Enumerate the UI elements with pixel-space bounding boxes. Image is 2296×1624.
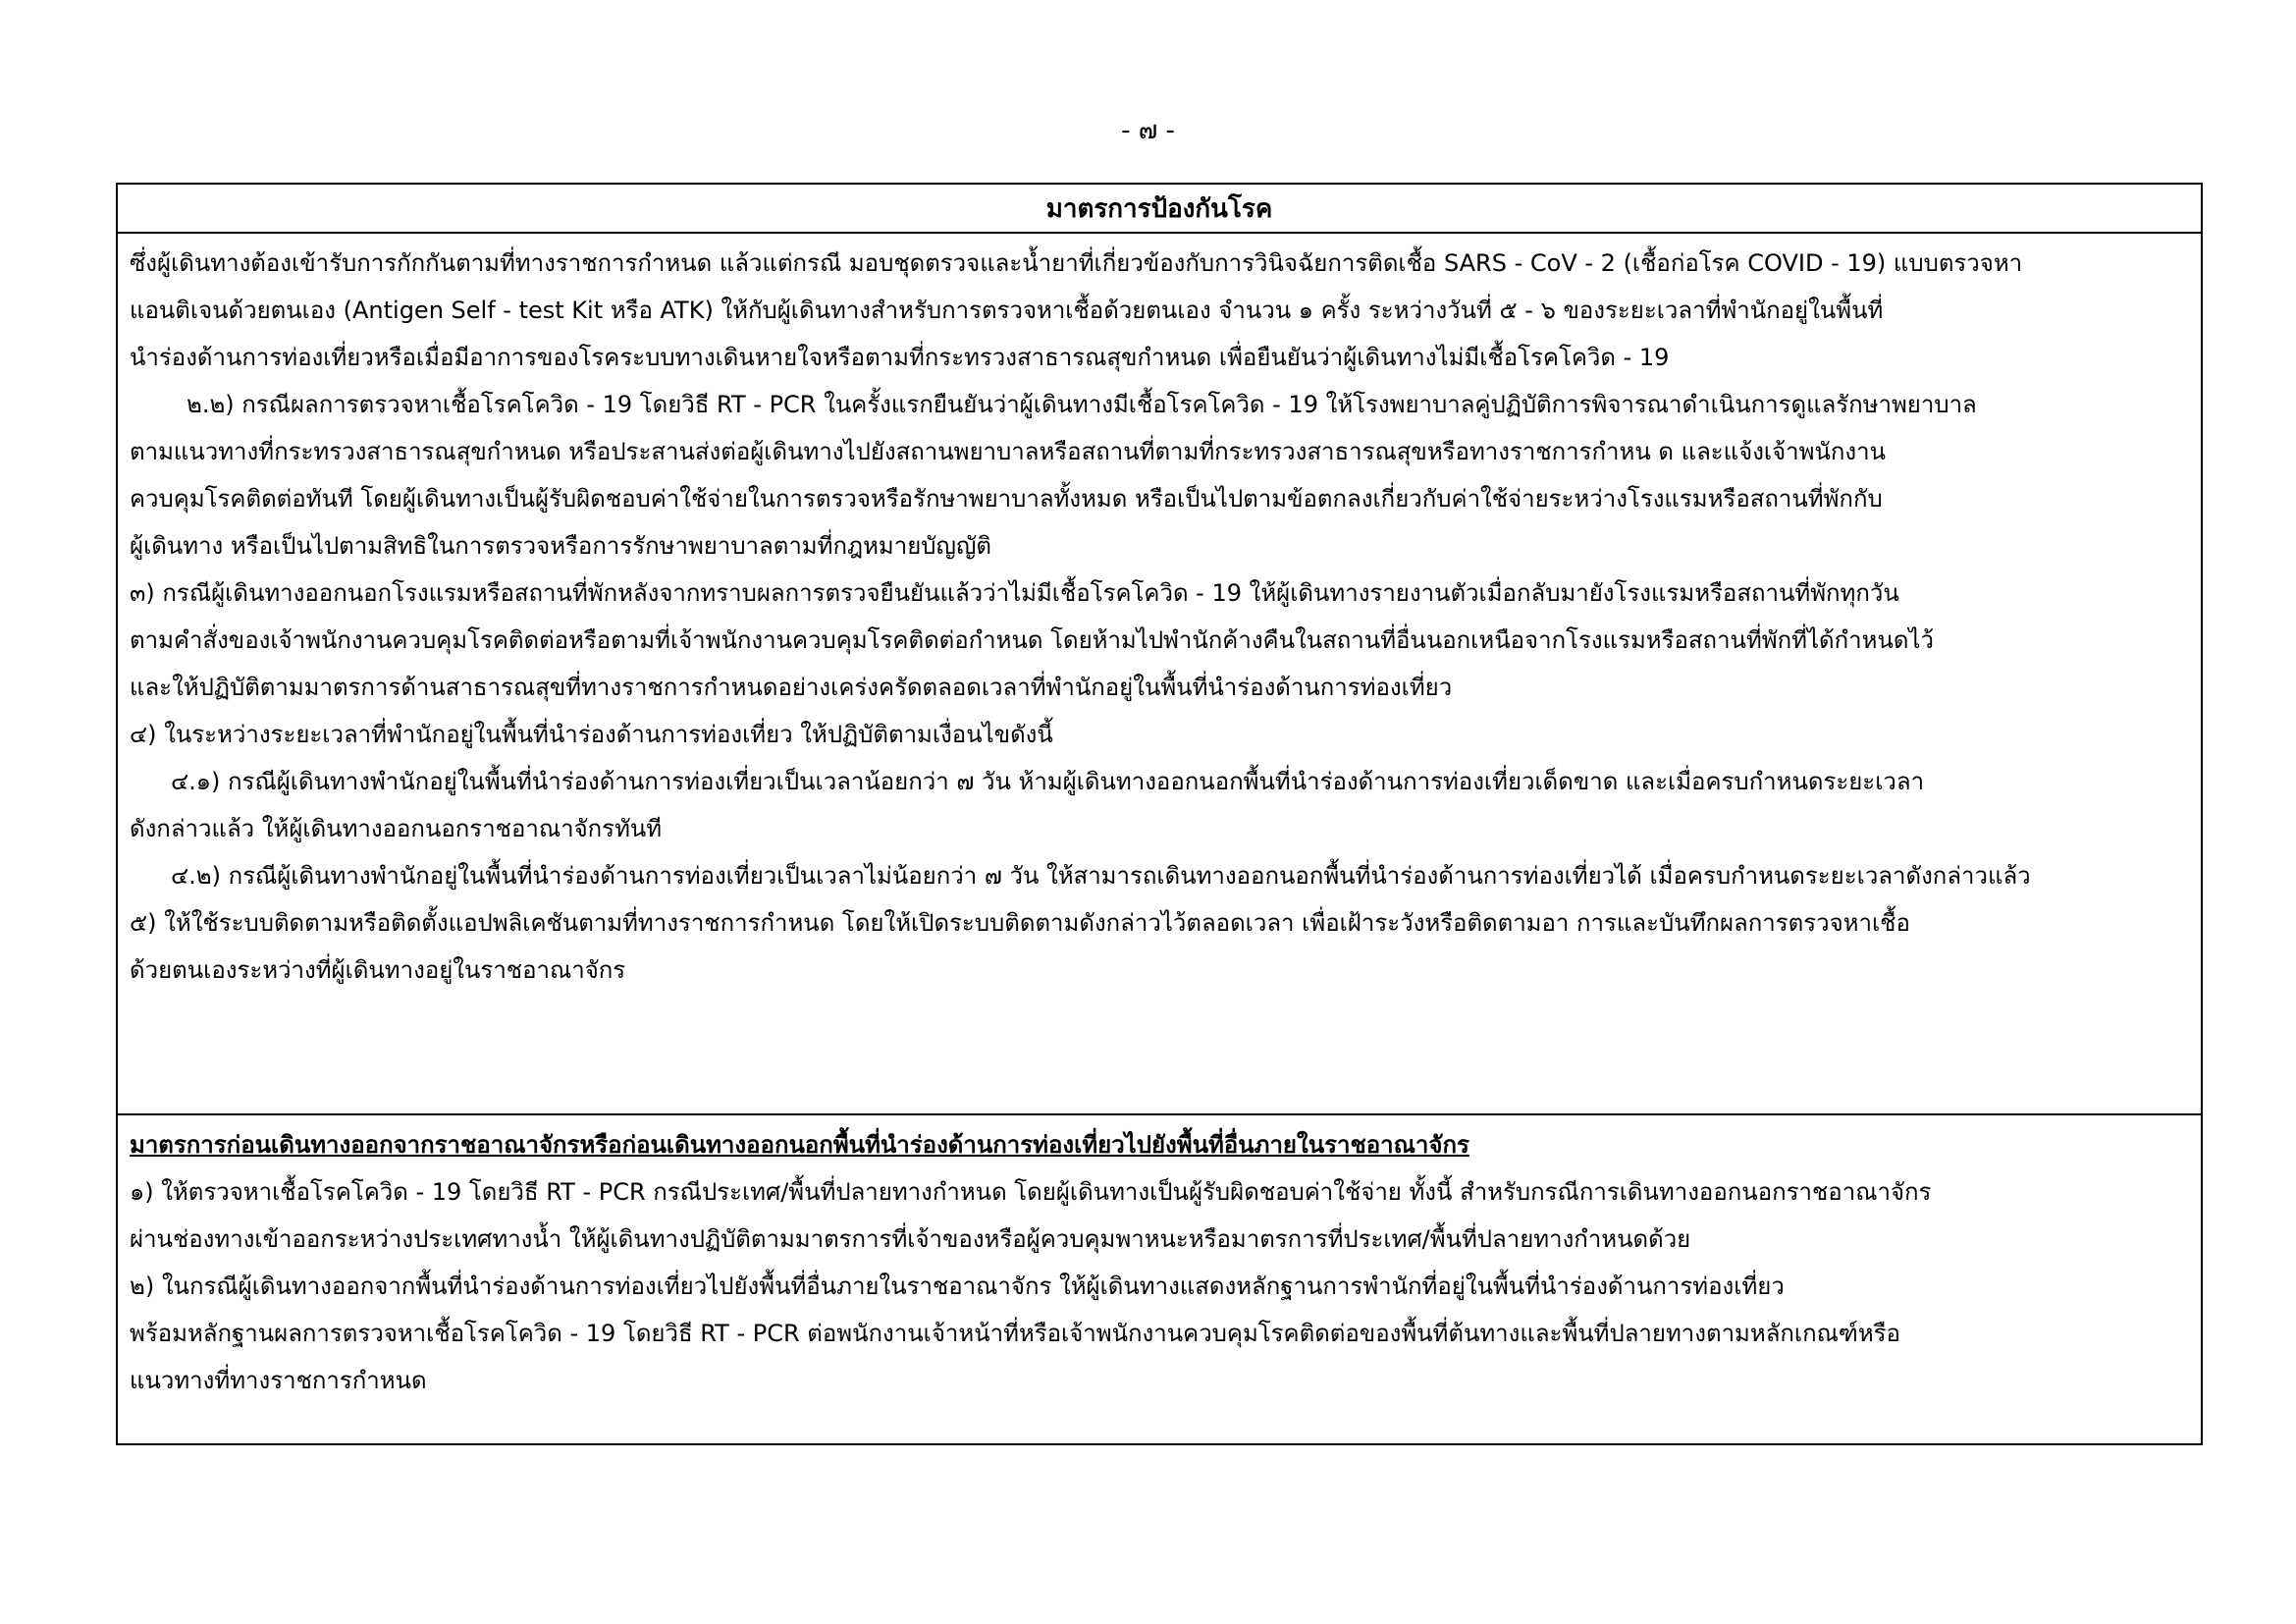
text-line: นำร่องด้านการท่องเที่ยวหรือเมื่อมีอาการของโรคระบบทางเดินหายใจหรือตามที่กระทรวงสาธารณสุขกำหนด เพื่อยืนยันว่าผู้เดินทางไม่มีเชื้อโรคโควิด - 19: [130, 344, 1670, 371]
text-line: ๕) ให้ใช้ระบบติดตามหรือติดตั้งแอปพลิเคชันตามที่ทางราชการกำหนด โดยให้เปิดระบบติดตามดังกล่าวไว้ตลอดเวลา เพื่อเฝ้าระวังหรือติดตามอา การและบันทึกผลการตรวจหาเชื้อ: [130, 909, 1910, 937]
text-line: และให้ปฏิบัติตามมาตรการด้านสาธารณสุขที่ทางราชการกำหนดอย่างเคร่งครัดตลอดเวลาที่พำนักอยู่ในพื้นที่นำร่องด้านการท่องเที่ยว: [130, 674, 1453, 701]
departure-measures-section: [118, 1115, 2201, 1410]
text-line: ๒) ในกรณีผู้เดินทางออกจากพื้นที่นำร่องด้านการท่องเที่ยวไปยังพื้นที่อื่นภายในราชอาณาจักร ให้ผู้เดินทางแสดงหลักฐานการพำนักที่อยู่ในพื้นที่นำร่องด้านการท่องเที่ยว: [130, 1272, 1785, 1300]
text-line: พร้อมหลักฐานผลการตรวจหาเชื้อโรคโควิด - 19 โดยวิธี RT - PCR ต่อพนักงานเจ้าหน้าที่หรือเจ้าพนักงานควบคุมโรคติดต่อของพื้นที่ต้นทางและพื้นที่ปลายทางตามหลักเกณฑ์หรือ: [130, 1320, 1900, 1347]
text-line: ๒.๒) กรณีผลการตรวจหาเชื้อโรคโควิด - 19 โดยวิธี RT - PCR ในครั้งแรกยืนยันว่าผู้เดินทางมีเชื้อโรคโควิด - 19 ให้โรงพยาบาลคู่ปฏิบัติการพิจารณาดำเนินการดูแลรักษาพยาบาล: [187, 391, 1977, 418]
text-line: ผู้เดินทาง หรือเป็นไปตามสิทธิในการตรวจหรือการรักษาพยาบาลตามที่กฎหมายบัญญัติ: [130, 532, 991, 560]
quarantine-measures-section: [118, 234, 2201, 1115]
text-line: ๑) ให้ตรวจหาเชื้อโรคโควิด - 19 โดยวิธี RT - PCR กรณีประเทศ/พื้นที่ปลายทางกำหนด โดยผู้เดินทางเป็นผู้รับผิดชอบค่าใช้จ่าย ทั้งนี้ สำหรับกรณีการเดินทางออกนอกราชอาณาจักร: [130, 1178, 1932, 1206]
measures-table: [116, 183, 2203, 1445]
text-line: ซึ่งผู้เดินทางต้องเข้ารับการกักกันตามที่ทางราชการกำหนด แล้วแต่กรณี มอบชุดตรวจและน้ำยาที่เกี่ยวข้องกับการวินิจฉัยการติดเชื้อ SARS - CoV - 2 (เชื้อก่อโรค COVID - 19) แบบตรวจหา: [130, 249, 2023, 277]
table-header: มาตรการป้องกันโรค: [118, 185, 2201, 234]
text-line: ตามแนวทางที่กระทรวงสาธารณสุขกำหนด หรือประสานส่งต่อผู้เดินทางไปยังสถานพยาบาลหรือสถานที่ตามที่กระทรวงสาธารณสุขหรือทางราชการกำหน ด และแจ้งเจ้าพนักงาน: [130, 438, 1887, 465]
text-line: ๓) กรณีผู้เดินทางออกนอกโรงแรมหรือสถานที่พักหลังจากทราบผลการตรวจยืนยันแล้วว่าไม่มีเชื้อโรคโควิด - 19 ให้ผู้เดินทางรายงานตัวเมื่อกลับมายังโรงแรมหรือสถานที่พักทุกวัน: [130, 579, 1899, 607]
text-line: ควบคุมโรคติดต่อทันที โดยผู้เดินทางเป็นผู้รับผิดชอบค่าใช้จ่ายในการตรวจหรือรักษาพยาบาลทั้งหมด หรือเป็นไปตามข้อตกลงเกี่ยวกับค่าใช้จ่ายระหว่างโรงแรมหรือสถานที่พักกับ: [130, 485, 1883, 513]
text-line: ดังกล่าวแล้ว ให้ผู้เดินทางออกนอกราชอาณาจักรทันที: [130, 815, 663, 842]
text-line: ตามคำสั่งของเจ้าพนักงานควบคุมโรคติดต่อหรือตามที่เจ้าพนักงานควบคุมโรคติดต่อกำหนด โดยห้ามไปพำนักค้างคืนในสถานที่อื่นนอกเหนือจากโรงแรมหรือสถานที่พักที่ได้กำหนดไว้: [130, 626, 1934, 654]
page-number: - ๗ -: [1121, 116, 1175, 145]
text-line: ๔.๒) กรณีผู้เดินทางพำนักอยู่ในพื้นที่นำร่องด้านการท่องเที่ยวเป็นเวลาไม่น้อยกว่า ๗ วัน ให้สามารถเดินทางออกนอกพื้นที่นำร่องด้านการท่องเที่ยวได้ เมื่อครบกำหนดระยะเวลาดังกล่าวแล้ว: [171, 862, 2031, 890]
text-line: ผ่านช่องทางเข้าออกระหว่างประเทศทางน้ำ ให้ผู้เดินทางปฏิบัติตามมาตรการที่เจ้าของหรือผู้ควบคุมพาหนะหรือมาตรการที่ประเทศ/พื้นที่ปลายทางกำหนดด้วย: [130, 1225, 1691, 1253]
text-line: ๔) ในระหว่างระยะเวลาที่พำนักอยู่ในพื้นที่นำร่องด้านการท่องเที่ยว ให้ปฏิบัติตามเงื่อนไขดังนี้: [130, 721, 1053, 748]
text-line: ๔.๑) กรณีผู้เดินทางพำนักอยู่ในพื้นที่นำร่องด้านการท่องเที่ยวเป็นเวลาน้อยกว่า ๗ วัน ห้ามผู้เดินทางออกนอกพื้นที่นำร่องด้านการท่องเที่ยวเด็ดขาด และเมื่อครบกำหนดระยะเวลา: [171, 768, 1925, 795]
text-line: ด้วยตนเองระหว่างที่ผู้เดินทางอยู่ในราชอาณาจักร: [130, 956, 626, 984]
text-line: แอนติเจนด้วยตนเอง (Antigen Self - test Kit หรือ ATK) ให้กับผู้เดินทางสำหรับการตรวจหาเชื้อด้วยตนเอง จำนวน ๑ ครั้ง ระหว่างวันที่ ๕ - ๖ ของระยะเวลาที่พำนักอยู่ในพื้นที่: [130, 297, 1884, 324]
text-line: แนวทางที่ทางราชการกำหนด: [130, 1367, 427, 1394]
section-heading: มาตรการก่อนเดินทางออกจากราชอาณาจักรหรือก่อนเดินทางออกนอกพื้นที่นำร่องด้านการท่องเที่ยวไปยังพื้นที่อื่นภายในราชอาณาจักร: [130, 1131, 1469, 1159]
